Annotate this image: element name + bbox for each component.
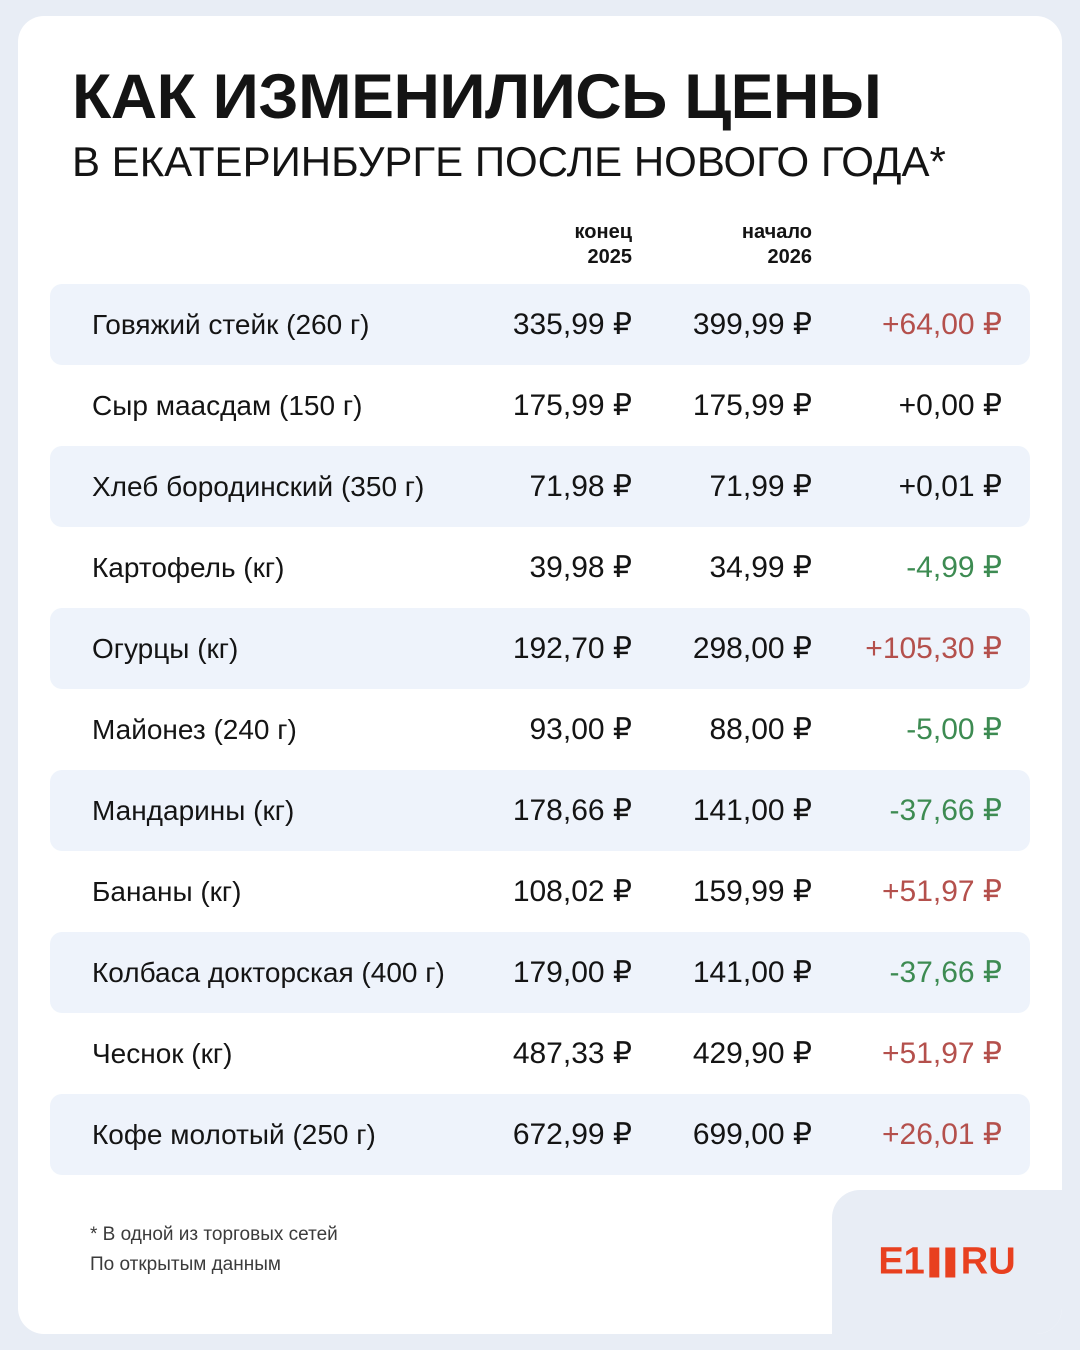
column-header-old-line1: конец: [574, 221, 632, 243]
item-difference: +0,00 ₽: [898, 389, 1002, 422]
column-header-new-line2: 2026: [767, 246, 812, 268]
item-difference: -5,00 ₽: [906, 713, 1002, 746]
table-row: [50, 365, 1030, 446]
item-name: Чеснок (кг): [92, 1037, 233, 1069]
item-name: Колбаса докторская (400 г): [50, 932, 470, 1013]
logo-text-ru: RU: [960, 1240, 1016, 1283]
item-old-price: 335,99 ₽: [470, 284, 650, 365]
logo-corner: [832, 1190, 1062, 1334]
item-difference: +51,97 ₽: [881, 875, 1002, 908]
item-difference: +26,01 ₽: [830, 1094, 1030, 1175]
item-old-price: 672,99 ₽: [470, 1094, 650, 1175]
table-row: [50, 1013, 1030, 1094]
item-new-price: 34,99 ₽: [709, 551, 812, 584]
logo-text-e1: E1: [878, 1240, 925, 1283]
page-subtitle: В ЕКАТЕРИНБУРГЕ ПОСЛЕ НОВОГО ГОДА*: [72, 138, 946, 185]
item-new-price: 298,00 ₽: [650, 608, 830, 689]
item-new-price: 159,99 ₽: [692, 875, 812, 908]
item-difference: +105,30 ₽: [830, 608, 1030, 689]
item-old-price: 179,00 ₽: [470, 932, 650, 1013]
item-difference: +64,00 ₽: [830, 284, 1030, 365]
item-name: Мандарины (кг): [50, 770, 470, 851]
logo-bars-icon: [930, 1247, 956, 1277]
item-difference: -37,66 ₽: [830, 932, 1030, 1013]
item-name: Майонез (240 г): [92, 713, 297, 745]
table-body: [50, 284, 1030, 1175]
item-old-price: 39,98 ₽: [529, 551, 632, 584]
table-row: [50, 446, 1030, 527]
item-new-price: 175,99 ₽: [692, 389, 812, 422]
item-name: Сыр маасдам (150 г): [92, 389, 363, 421]
item-new-price: 141,00 ₽: [650, 770, 830, 851]
item-name: Кофе молотый (250 г): [50, 1094, 470, 1175]
item-difference: +0,01 ₽: [830, 446, 1030, 527]
item-name: Говяжий стейк (260 г): [50, 284, 470, 365]
item-new-price: 141,00 ₽: [650, 932, 830, 1013]
table-row: [50, 932, 1030, 1013]
e1ru-logo: [878, 1241, 1015, 1284]
item-old-price: 487,33 ₽: [512, 1037, 632, 1070]
item-name: Хлеб бородинский (350 г): [50, 446, 470, 527]
page-title: КАК ИЗМЕНИЛИСЬ ЦЕНЫ: [72, 62, 882, 132]
item-new-price: 71,99 ₽: [650, 446, 830, 527]
table-header: [50, 220, 1030, 284]
item-difference: +51,97 ₽: [881, 1037, 1002, 1070]
item-old-price: 192,70 ₽: [470, 608, 650, 689]
footnotes: [90, 1220, 338, 1280]
table-row: [50, 1094, 1030, 1175]
table-row: [50, 851, 1030, 932]
table-row: [50, 527, 1030, 608]
item-old-price: 93,00 ₽: [529, 713, 632, 746]
column-header-old-price: [470, 220, 650, 284]
column-header-name: [50, 220, 470, 284]
table-row: [50, 770, 1030, 851]
column-header-new-line1: начало: [741, 221, 812, 243]
item-new-price: 399,99 ₽: [650, 284, 830, 365]
table-row: [50, 608, 1030, 689]
table-row: [50, 689, 1030, 770]
table-row: [50, 284, 1030, 365]
item-name: Бананы (кг): [92, 875, 242, 907]
item-new-price: 429,90 ₽: [692, 1037, 812, 1070]
item-difference: -37,66 ₽: [830, 770, 1030, 851]
item-old-price: 178,66 ₽: [470, 770, 650, 851]
footnote-data: По открытым данным: [90, 1254, 281, 1275]
column-header-new-price: [650, 220, 830, 284]
infographic-card: [18, 16, 1062, 1334]
price-comparison-table: [50, 220, 1030, 1175]
item-old-price: 71,98 ₽: [470, 446, 650, 527]
column-header-difference: [830, 220, 1030, 284]
column-header-old-line2: 2025: [587, 246, 632, 268]
item-new-price: 699,00 ₽: [650, 1094, 830, 1175]
item-difference: -4,99 ₽: [906, 551, 1002, 584]
item-old-price: 108,02 ₽: [512, 875, 632, 908]
footnote-source: * В одной из торговых сетей: [90, 1224, 338, 1245]
item-old-price: 175,99 ₽: [512, 389, 632, 422]
item-new-price: 88,00 ₽: [709, 713, 812, 746]
item-name: Огурцы (кг): [50, 608, 470, 689]
item-name: Картофель (кг): [92, 551, 285, 583]
